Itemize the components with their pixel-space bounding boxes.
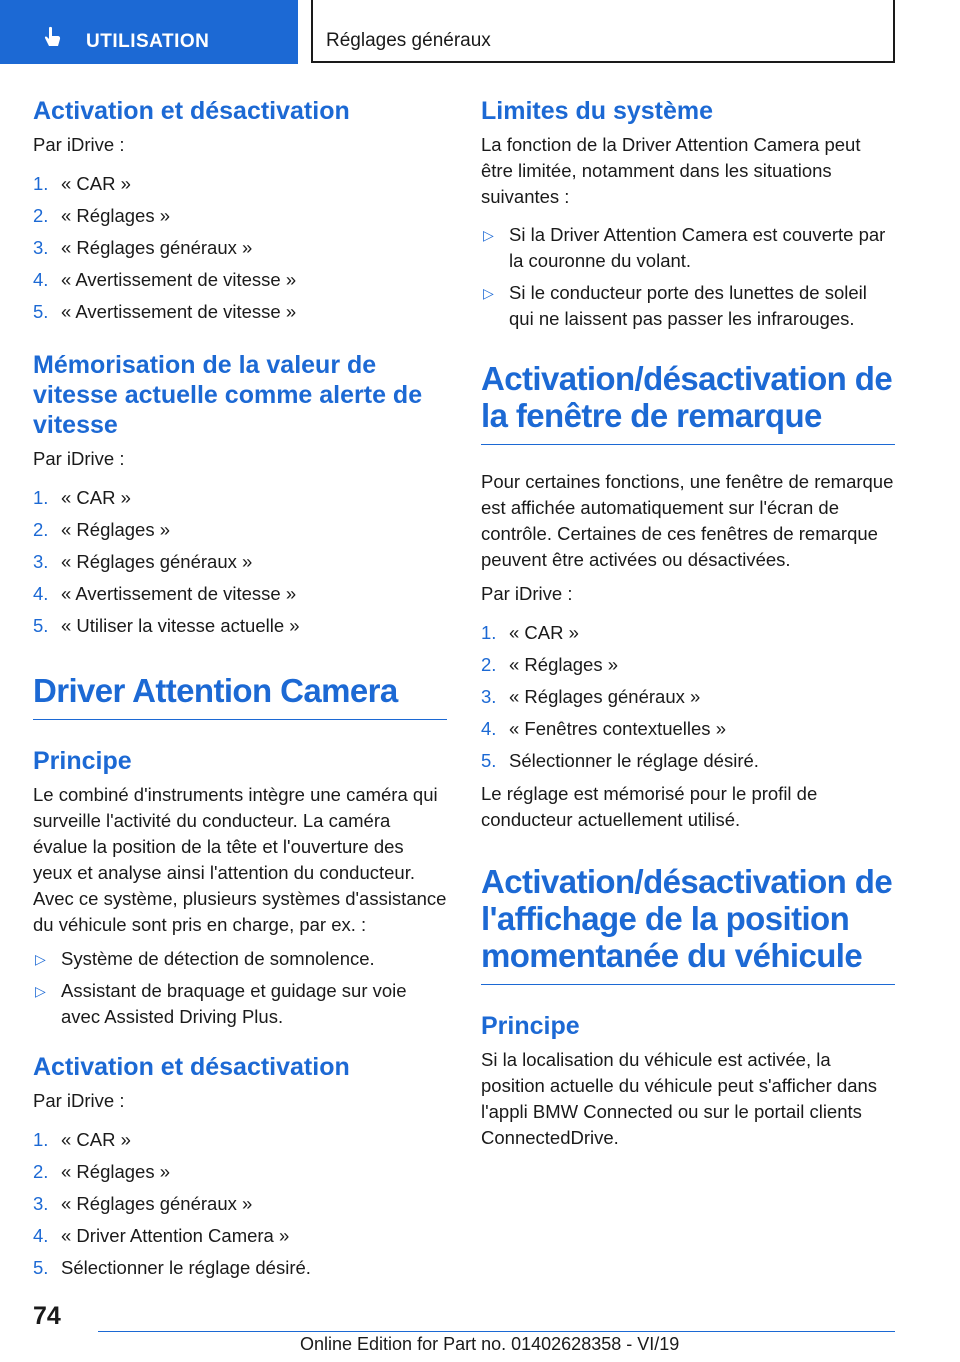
right-column — [481, 96, 895, 1151]
limits-section — [481, 96, 895, 332]
step-item: 2. « Réglages » — [33, 1161, 171, 1182]
page-number: 74 — [33, 1302, 61, 1330]
step-item: 4. « Fenêtres contextuelles » — [481, 718, 726, 739]
chapter-heading: Activation/désactivation de l'affichage de la position momentanée du véhicule — [481, 863, 895, 985]
footer-divider — [98, 1331, 895, 1332]
step-item: 1. « CAR » — [481, 622, 579, 643]
intro-text: Par iDrive : — [33, 1090, 125, 1111]
remarque-section — [481, 360, 895, 833]
step-item: 5. Sélectionner le réglage désiré. — [481, 750, 759, 771]
step-item: 5. Sélectionner le réglage désiré. — [33, 1257, 311, 1278]
limits-text: La fonction de la Driver Attention Camera peut être limitée, notamment dans les situations suivantes : — [481, 134, 861, 207]
principe-heading: Principe — [33, 747, 132, 775]
bullet-item: ▷ Si la Driver Attention Camera est couverte par la couronne du volant. — [483, 224, 886, 271]
bullet-list — [33, 946, 447, 1030]
steps-list — [33, 482, 447, 642]
step-item: 1. « CAR » — [33, 1129, 131, 1150]
bullet-item: ▷ Système de détection de somnolence. — [35, 948, 375, 969]
position-section — [481, 863, 895, 1151]
section-heading: Mémorisation de la valeur de vitesse actuelle comme alerte de vitesse — [33, 351, 423, 439]
steps-list — [33, 1124, 447, 1284]
section-label: UTILISATION — [86, 31, 210, 52]
step-item: 4. « Driver Attention Camera » — [33, 1225, 290, 1246]
section-heading: Activation et désactivation — [33, 1053, 350, 1081]
step-item: 5. « Utiliser la vitesse actuelle » — [33, 615, 300, 636]
section-heading: Limites du système — [481, 97, 714, 125]
step-item: 3. « Réglages généraux » — [33, 237, 253, 258]
step-item: 1. « CAR » — [33, 173, 131, 194]
intro-text: Par iDrive : — [33, 448, 125, 469]
chapter-heading: Activation/désactivation de la fenêtre de remarque — [481, 360, 895, 445]
section-heading: Activation et désactivation — [33, 97, 350, 125]
bullet-list — [481, 222, 895, 332]
chapter-heading: Driver Attention Camera — [33, 672, 447, 720]
step-item: 3. « Réglages généraux » — [33, 1193, 253, 1214]
step-item: 1. « CAR » — [33, 487, 131, 508]
step-item: 5. « Avertissement de vitesse » — [33, 301, 297, 322]
remarque-text: Pour certaines fonctions, une fenêtre de remarque est affichée automatiquement sur l'écran de contrôle. Certaines de ces fenêtres de remarque peuvent être activées ou désactivées. — [481, 471, 894, 570]
step-item: 2. « Réglages » — [33, 205, 171, 226]
steps-list — [481, 617, 895, 777]
principe-text: Le combiné d'instruments intègre une caméra qui surveille l'activité du conducteur. La caméra évalue la position de la tête et l'ouverture des yeux et analyse ainsi l'attention du conducteur. Avec ce système, plusieurs systèmes d'assistance du véhicule sont pris en charge, par ex. : — [33, 784, 447, 935]
steps-list — [33, 168, 447, 328]
step-item: 3. « Réglages généraux » — [33, 551, 253, 572]
activation-section-1 — [33, 96, 447, 328]
bullet-item: ▷ Si le conducteur porte des lunettes de soleil qui ne laissent pas passer les infrarouges. — [483, 282, 867, 329]
step-item: 2. « Réglages » — [481, 654, 619, 675]
chapter-title: Réglages généraux — [326, 30, 491, 51]
step-item: 4. « Avertissement de vitesse » — [33, 583, 297, 604]
principe-heading: Principe — [481, 1012, 580, 1040]
edition-text: Online Edition for Part no. 01402628358 - VI/19 — [300, 1334, 680, 1354]
step-item: 3. « Réglages généraux » — [481, 686, 701, 707]
remarque-after-text: Le réglage est mémorisé pour le profil de conducteur actuellement utilisé. — [481, 783, 818, 830]
dac-section — [33, 672, 447, 1030]
bullet-item: ▷ Assistant de braquage et guidage sur voie avec Assisted Driving Plus. — [35, 980, 407, 1027]
intro-text: Par iDrive : — [33, 134, 125, 155]
principe-text: Si la localisation du véhicule est activée, la position actuelle du véhicule peut s'afficher dans l'appli BMW Connected ou sur le portail clients ConnectedDrive. — [481, 1049, 878, 1148]
step-item: 2. « Réglages » — [33, 519, 171, 540]
left-column — [33, 96, 447, 1284]
step-item: 4. « Avertissement de vitesse » — [33, 269, 297, 290]
memorisation-section — [33, 350, 447, 642]
section-tab[interactable] — [0, 0, 298, 64]
activation-section-2 — [33, 1052, 447, 1284]
hand-pointer-icon — [40, 26, 64, 50]
intro-text: Par iDrive : — [481, 583, 573, 604]
